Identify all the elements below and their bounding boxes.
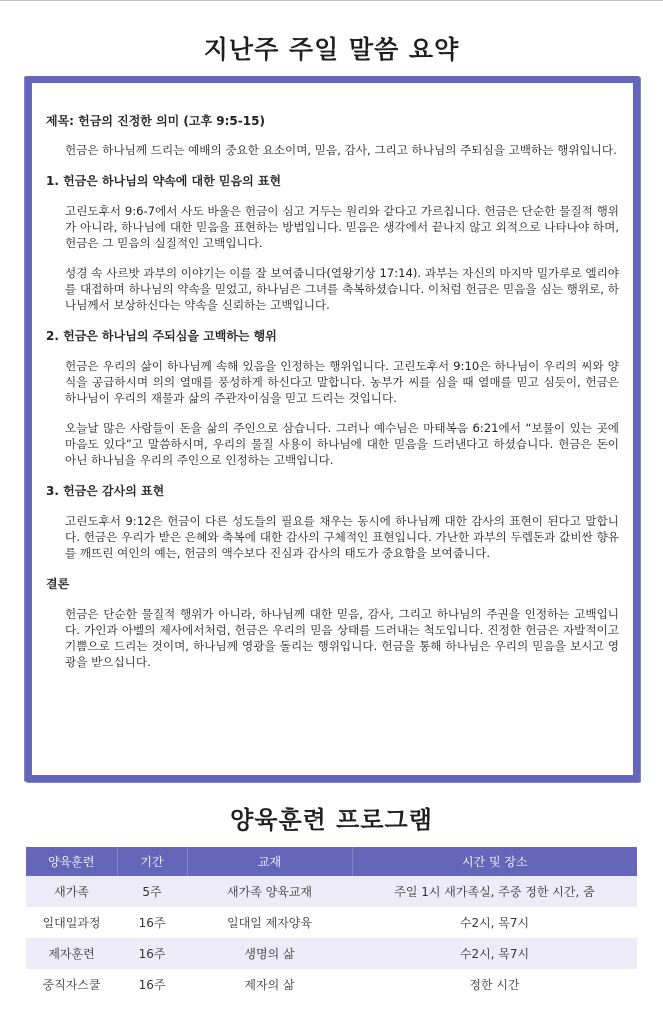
table-row: [26, 938, 637, 969]
table-row: [26, 907, 637, 938]
program-cell: 일대일과정: [26, 907, 117, 938]
textbook-cell: 제자의 삶: [187, 969, 352, 1000]
header-time-place: 시간 및 장소: [352, 847, 637, 876]
table-row: [26, 969, 637, 1000]
program-cell: 제자훈련: [26, 938, 117, 969]
program-table-header-row: [26, 847, 637, 876]
sermon-intro: 헌금은 하나님께 드리는 예배의 중요한 요소이며, 믿음, 감사, 그리고 하나님의 주되심을 고백하는 행위입니다.: [65, 143, 617, 157]
textbook-cell: 생명의 삶: [187, 938, 352, 969]
top-divider: [0, 0, 663, 1]
program-table: [26, 847, 637, 1000]
conclusion-paragraph: 헌금은 단순한 물질적 행위가 아니라, 하나님께 대한 믿음, 감사, 그리고 하나님의 주권을 인정하는 고백입니다. 가인과 아벨의 제사에서처럼, 헌금은 우리의 믿음 상태를 드러내는 척도입니다. 진정한 헌금은 자발적이고 기쁨으로 드리는 것이며, 하나님께 영광을 돌리는 행위입니다. 헌금을 통해 하나님은 우리의 믿음을 보시고 영광을 받으십니다.: [65, 607, 619, 669]
textbook-cell: 일대일 제자양육: [187, 907, 352, 938]
sermon-summary-frame: [25, 76, 640, 782]
point-1-paragraph-1: 고린도후서 9:6-7에서 사도 바울은 헌금이 심고 거두는 원리와 같다고 가르칩니다. 헌금은 단순한 물질적 행위가 아니라, 하나님에 대한 믿음을 표현하는 방법입니다. 믿음은 생각에서 끝나지 않고 외적으로 나타나야 하며, 헌금은 그 믿음의 실질적인 고백입니다.: [65, 204, 619, 250]
sermon-title: 제목: 헌금의 진정한 의미 (고후 9:5-15): [46, 114, 265, 128]
duration-cell: 16주: [117, 907, 187, 938]
header-textbook: 교재: [187, 847, 352, 876]
header-program: 양육훈련: [26, 847, 117, 876]
point-3-paragraph-1: 고린도후서 9:12은 헌금이 다른 성도들의 필요를 채우는 동시에 하나님께 대한 감사의 표현이 된다고 말합니다. 헌금은 우리가 받은 은혜와 축복에 대한 감사의 구체적인 표현입니다. 가난한 과부의 두렙돈과 값비싼 향유를 깨뜨린 여인의 예는, 헌금의 액수보다 진심과 감사의 태도가 중요함을 보여줍니다.: [65, 514, 619, 560]
program-cell: 새가족: [26, 876, 117, 907]
point-1-paragraph-2: 성경 속 사르밧 과부의 이야기는 이를 잘 보여줍니다(열왕기상 17:14). 과부는 자신의 마지막 밀가루로 엘리야를 대접하며 하나님의 약속을 믿었고, 하나님은 그녀를 축복하셨습니다. 이처럼 헌금은 믿음을 심는 행위로, 하나님께서 보상하신다는 약속을 신뢰하는 고백입니다.: [65, 266, 619, 312]
point-heading-1: 1. 헌금은 하나님의 약속에 대한 믿음의 표현: [46, 174, 282, 188]
header-duration: 기간: [117, 847, 187, 876]
sermon-summary-title: 지난주 주일 말씀 요약: [203, 35, 460, 64]
duration-cell: 16주: [117, 938, 187, 969]
duration-cell: 5주: [117, 876, 187, 907]
point-2-paragraph-1: 헌금은 우리의 삶이 하나님께 속해 있음을 인정하는 행위입니다. 고린도후서 9:10은 하나님이 우리의 씨와 양식을 공급하시며 의의 열매를 풍성하게 하신다고 말합니다. 농부가 씨를 심을 때 열매를 믿고 심듯이, 헌금은 하나님이 우리의 재물과 삶의 주관자이심을 믿고 드리는 것입니다.: [65, 359, 619, 405]
time-place-cell: 주일 1시 새가족실, 주중 정한 시간, 줌: [352, 876, 637, 907]
sermon-summary-content: [40, 111, 625, 767]
point-2-paragraph-2: 오늘날 많은 사람들이 돈을 삶의 주인으로 삼습니다. 그러나 예수님은 마태복음 6:21에서 “보물이 있는 곳에 마음도 있다”고 말씀하시며, 우리의 물질 사용이 하나님에 대한 믿음을 드러낸다고 하셨습니다. 헌금은 돈이 아닌 하나님을 우리의 주인으로 인정하는 고백입니다.: [65, 421, 619, 467]
program-title: 양육훈련 프로그램: [230, 806, 433, 834]
time-place-cell: 수2시, 목7시: [352, 907, 637, 938]
program-cell: 중직자스쿨: [26, 969, 117, 1000]
time-place-cell: 수2시, 목7시: [352, 938, 637, 969]
time-place-cell: 정한 시간: [352, 969, 637, 1000]
point-heading-2: 2. 헌금은 하나님의 주되심을 고백하는 행위: [46, 329, 277, 343]
point-heading-3: 3. 헌금은 감사의 표현: [46, 484, 165, 498]
duration-cell: 16주: [117, 969, 187, 1000]
conclusion-heading: 결론: [46, 577, 70, 591]
table-row: [26, 876, 637, 907]
textbook-cell: 새가족 양육교재: [187, 876, 352, 907]
